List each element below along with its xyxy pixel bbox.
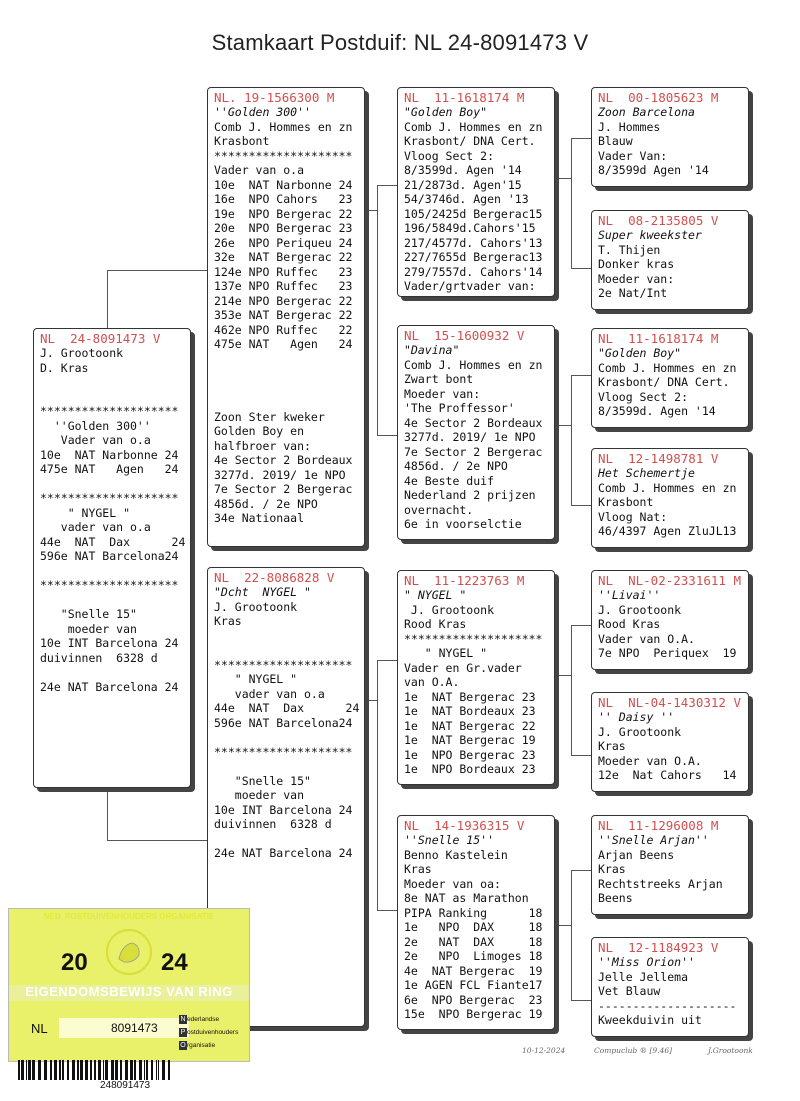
pigeon-info-line: Kras: [598, 739, 626, 753]
pigeon-name: "Golden Boy": [404, 105, 488, 119]
pigeon-card-ffm: [591, 210, 749, 310]
pigeon-info-line: Benno Kastelein: [404, 847, 508, 862]
pigeon-info-line: 1e NAT Bordeaux 23: [404, 704, 536, 718]
pigeon-info-line: 2e Nat/Int: [598, 286, 668, 300]
ring-number: NL 24-8091473 V: [40, 331, 161, 346]
pigeon-info-line: ''Golden 300'': [40, 418, 151, 433]
pigeon-info-line: 46/4397 Agen ZluJL13: [598, 524, 737, 538]
pigeon-info-line: 475e NAT Agen 24: [40, 462, 179, 476]
pigeon-info-line: "Snelle 15": [40, 607, 137, 621]
connector: [571, 870, 572, 1000]
pigeon-info-line: Rood Kras: [404, 617, 467, 631]
pigeon-info-line: 10e NAT Narbonne 24: [214, 177, 353, 192]
pigeon-info-line: 214e NPO Bergerac 22: [214, 293, 353, 308]
org-letter-o: O: [180, 1042, 186, 1049]
pigeon-info-line: 12e Nat Cahors 14: [598, 768, 737, 782]
pigeon-info-line: Krasbont/ DNA Cert.: [404, 134, 536, 148]
pigeon-info-line: J. Grootoonk: [40, 346, 124, 360]
pigeon-info-line: Moeder van:: [404, 386, 481, 401]
pigeon-info-line: 8/3599d Agen '14: [598, 163, 709, 177]
pigeon-info-line: Vader van O.A.: [598, 631, 695, 646]
pigeon-info-line: J. Grootoonk: [404, 602, 495, 617]
pigeon-card-father-mother: [397, 325, 555, 540]
pigeon-info-line: Kras: [404, 862, 432, 876]
connector: [571, 755, 591, 756]
pigeon-info-line: 1e NPO Bergerac 23: [404, 747, 536, 762]
lion-emblem-icon: [104, 927, 154, 977]
pigeon-info-line: vader van o.a: [214, 686, 325, 701]
pigeon-info-line: 16e NPO Cahors 23: [214, 192, 353, 206]
barcode-bar: [38, 1060, 41, 1080]
pigeon-info-line: J. Grootoonk: [214, 599, 298, 614]
pigeon-info-line: 24e NAT Barcelona 24: [40, 679, 179, 694]
pigeon-info-line: [40, 390, 184, 405]
pigeon-info-line: van O.A.: [404, 675, 460, 689]
pigeon-info-line: " NYGEL ": [214, 672, 298, 686]
pigeon-info-line: 462e NPO Ruffec 22: [214, 322, 353, 337]
connector: [557, 178, 571, 179]
pigeon-info-line: 19e NPO Bergerac 22: [214, 206, 353, 221]
barcode-bar: [105, 1060, 108, 1080]
connector: [377, 185, 397, 186]
pigeon-info-line: [214, 643, 358, 658]
pigeon-info-line: Golden Boy en: [214, 424, 305, 438]
ring-year-left: 20: [61, 949, 88, 976]
pigeon-info-line: 6e NPO Bergerac 23: [404, 992, 543, 1007]
barcode-bar: [44, 1060, 47, 1080]
ring-number: NL 12-1184923 V: [598, 940, 719, 955]
barcode-bar: [28, 1060, 31, 1080]
pigeon-info-line: T. Thijen: [598, 242, 661, 257]
barcode-bar: [134, 1060, 136, 1080]
ring-number: NL 22-8086828 V: [214, 570, 335, 585]
pigeon-info-line: 7e Sector 2 Bergerac: [404, 444, 543, 459]
pigeon-info-line: J. Grootoonk: [598, 724, 682, 739]
barcode-bar: [59, 1060, 61, 1080]
pigeon-info-line: 2e NPO Limoges 18: [404, 949, 543, 963]
pigeon-info-line: 10e NAT Narbonne 24: [40, 447, 179, 462]
connector: [557, 925, 571, 926]
pigeon-info-line: Krasbont: [598, 495, 654, 509]
pigeon-info-line: 4e NAT Bergerac 19: [404, 963, 543, 978]
ring-number: NL. 19-1566300 M: [214, 90, 335, 105]
pigeon-info-line: 1e NPO DAX 18: [404, 920, 543, 934]
pigeon-info-line: 227/7655d Bergerac13: [404, 250, 543, 264]
pigeon-info-line: [40, 593, 184, 608]
barcode-bar: [67, 1060, 69, 1080]
pigeon-info-line: 1e NPO Bordeaux 23: [404, 762, 536, 776]
pigeon-info-line: ********************: [40, 578, 179, 592]
pigeon-info-line: Vader Van:: [598, 148, 668, 163]
barcode-number: 248091473: [100, 1080, 151, 1091]
ring-number: NL 14-1936315 V: [404, 818, 525, 833]
pigeon-info-line: 279/7557d. Cahors'14: [404, 264, 543, 279]
connector: [557, 675, 571, 676]
pigeon-name: " NYGEL ": [404, 588, 467, 602]
barcode-bar: [90, 1060, 92, 1080]
pigeon-info-line: 21/2873d. Agen'15: [404, 177, 522, 192]
connector: [377, 660, 378, 910]
connector: [571, 625, 572, 755]
pigeon-info-line: ********************: [214, 744, 353, 759]
pigeon-info-line: Moeder van oa:: [404, 876, 501, 891]
connector: [571, 505, 591, 506]
ring-number: NL 11-1296008 M: [598, 818, 719, 833]
org-letter-p: P: [180, 1029, 186, 1036]
pigeon-info-line: 6e in voorselctie: [404, 517, 522, 531]
pigeon-info-line: --------------------: [598, 998, 737, 1013]
barcode-bar: [144, 1060, 145, 1080]
pigeon-info-line: 1e AGEN FCL Fiante17: [404, 978, 543, 992]
ring-ownership-card: [8, 908, 250, 1062]
barcode-bar: [32, 1060, 35, 1080]
pigeon-info-line: 10e INT Barcelona 24: [214, 802, 353, 817]
pigeon-info-line: " NYGEL ": [40, 505, 131, 520]
pigeon-info-line: [214, 352, 358, 367]
pigeon-info-line: 4e Beste duif: [404, 473, 495, 488]
pigeon-name: ''Snelle 15'': [404, 833, 495, 847]
pigeon-info-line: Comb J. Hommes en zn: [214, 119, 353, 134]
barcode-bar: [125, 1060, 128, 1080]
page-title: Stamkaart Postduif: NL 24-8091473 V: [211, 30, 589, 55]
pigeon-info-line: Vloog Sect 2:: [598, 389, 689, 404]
barcode-bar: [130, 1060, 133, 1080]
barcode-bar: [80, 1060, 83, 1080]
pigeon-info-line: [40, 665, 184, 680]
pigeon-info-line: 596e NAT Barcelona24: [214, 715, 353, 730]
pigeon-info-line: 44e NAT Dax 24: [214, 701, 360, 715]
barcode-bar: [158, 1060, 159, 1080]
pigeon-card-fff: [591, 87, 749, 187]
pigeon-info-line: 137e NPO Ruffec 23: [214, 279, 353, 293]
pigeon-info-line: Kweekduivin uit: [598, 1013, 702, 1027]
pigeon-card-father-father: [397, 87, 555, 297]
pigeon-info-line: 105/2425d Bergerac15: [404, 206, 543, 221]
pigeon-name: '' Daisy '': [598, 710, 675, 724]
pigeon-info-line: 34e Nationaal: [214, 511, 305, 525]
barcode-bar: [111, 1060, 114, 1080]
pigeon-info-line: moeder van: [214, 788, 305, 802]
pigeon-info-line: 4e Sector 2 Bordeaux: [404, 415, 543, 430]
pigeon-card-father: [207, 87, 365, 547]
ring-number: NL 11-1223763 M: [404, 573, 525, 588]
pigeon-info-line: vader van o.a: [40, 520, 151, 534]
pigeon-name: Het Schemertje: [598, 466, 695, 480]
pigeon-info-line: J. Grootoonk: [598, 602, 682, 617]
barcode-bar: [18, 1060, 20, 1080]
pigeon-info-line: Zoon Ster kweker: [214, 409, 325, 424]
connector: [571, 138, 572, 268]
pigeon-info-line: 8/3599d. Agen '14: [598, 404, 716, 418]
pigeon-info-line: D. Kras: [40, 360, 89, 375]
ring-number: NL NL-02-2331611 M: [598, 573, 741, 588]
org-line-3: rganisatie: [187, 1042, 216, 1049]
pigeon-info-line: Comb J. Hommes en zn: [598, 360, 737, 375]
pigeon-info-line: Vloog Nat:: [598, 509, 668, 524]
pigeon-info-line: 7e NPO Periquex 19: [598, 646, 737, 660]
pigeon-info-line: Kras: [598, 862, 626, 876]
connector: [377, 435, 397, 436]
pigeon-info-line: Vader van o.a: [214, 163, 305, 177]
barcode-bar: [156, 1060, 157, 1080]
pigeon-info-line: Comb J. Hommes en zn: [404, 119, 543, 134]
barcode-bar: [103, 1060, 104, 1080]
org-line-1: ederlandse: [187, 1016, 220, 1023]
pigeon-info-line: overnacht.: [404, 502, 474, 517]
connector: [107, 270, 108, 330]
pigeon-card-mmf: [591, 815, 749, 915]
pigeon-info-line: [40, 477, 184, 492]
ring-number: 8091473: [111, 1021, 158, 1035]
pigeon-info-line: 124e NPO Ruffec 23: [214, 264, 353, 279]
pigeon-info-line: 1e NAT Bergerac 22: [404, 718, 536, 733]
pigeon-info-line: PIPA Ranking 18: [404, 905, 543, 920]
pigeon-info-line: ********************: [214, 148, 353, 163]
connector: [363, 210, 377, 211]
connector: [571, 1000, 591, 1001]
pigeon-info-line: 32e NAT Bergerac 22: [214, 250, 353, 264]
pigeon-info-line: 1e NAT Bergerac 19: [404, 733, 536, 747]
pigeon-info-line: Beens: [598, 891, 633, 905]
pigeon-info-line: 24e NAT Barcelona 24: [214, 846, 353, 860]
pigeon-info-line: 196/5849d.Cahors'15: [404, 221, 536, 235]
connector: [571, 375, 572, 505]
pigeon-info-line: Vloog Sect 2:: [404, 148, 495, 163]
pigeon-card-mfm: [591, 692, 749, 792]
pigeon-info-line: 217/4577d. Cahors'13: [404, 235, 543, 250]
ring-number: NL 15-1600932 V: [404, 328, 525, 343]
ring-number: NL 11-1618174 M: [404, 90, 525, 105]
barcode-bar: [94, 1060, 96, 1080]
barcode-bar: [146, 1060, 148, 1080]
connector: [571, 625, 591, 626]
barcode-bar: [120, 1060, 122, 1080]
barcode-bar: [151, 1060, 153, 1080]
barcode-bar: [85, 1060, 88, 1080]
pigeon-info-line: 'The Proffessor': [404, 401, 515, 415]
ring-number: NL 12-1498781 V: [598, 451, 719, 466]
pigeon-info-line: Krasbont/ DNA Cert.: [598, 375, 730, 389]
pigeon-info-line: [214, 832, 358, 847]
pigeon-card-fmm: [591, 448, 749, 548]
pigeon-card-mother-father: [397, 570, 555, 785]
pigeon-card-subject: [33, 328, 191, 788]
pigeon-info-line: [214, 366, 358, 381]
ring-number: NL 00-1805623 M: [598, 90, 719, 105]
pigeon-card-mff: [591, 570, 749, 670]
ring-card-header: NED. POSTDUIVENHOUDERS ORGANISATIE: [43, 912, 215, 921]
pigeon-info-line: [40, 375, 184, 390]
pigeon-info-line: 15e NPO Bergerac 19: [404, 1007, 543, 1021]
barcode: [18, 1060, 238, 1080]
pigeon-info-line: 3277d. 2019/ 1e NPO: [404, 430, 536, 444]
org-line-2: ostduivenhouders: [187, 1029, 239, 1036]
pigeon-info-line: moeder van: [40, 621, 137, 636]
pigeon-name: Super kweekster: [598, 228, 702, 242]
pigeon-info-line: [214, 395, 358, 410]
ring-year-right: 24: [161, 949, 188, 976]
pigeon-info-line: 4e Sector 2 Bordeaux: [214, 453, 353, 467]
pigeon-info-line: 4856d. / 2e NPO: [214, 496, 318, 511]
pigeon-info-line: " NYGEL ": [404, 646, 488, 660]
pigeon-info-line: 10e INT Barcelona 24: [40, 636, 179, 650]
pigeon-name: ''Livai'': [598, 588, 661, 602]
pigeon-card-fmf: [591, 328, 749, 428]
pigeon-info-line: Kras: [214, 614, 242, 628]
pigeon-info-line: "Snelle 15": [214, 773, 311, 788]
pigeon-info-line: Comb J. Hommes en zn: [404, 357, 543, 372]
connector: [571, 138, 591, 139]
barcode-bar: [72, 1060, 75, 1080]
pigeon-info-line: halfbroer van:: [214, 438, 311, 453]
pigeon-info-line: 44e NAT Dax 24: [40, 534, 186, 549]
pigeon-info-line: 353e NAT Bergerac 22: [214, 308, 353, 322]
pigeon-info-line: 475e NAT Agen 24: [214, 337, 353, 351]
pigeon-info-line: 26e NPO Periqueu 24: [214, 235, 353, 250]
barcode-bar: [162, 1060, 165, 1080]
connector: [557, 425, 571, 426]
pigeon-name: "Golden Boy": [598, 346, 682, 360]
org-letter-n: N: [180, 1016, 186, 1023]
pigeon-info-line: [40, 564, 184, 579]
pigeon-info-line: Rechtstreeks Arjan: [598, 876, 723, 891]
connector: [363, 700, 377, 701]
pigeon-info-line: Donker kras: [598, 257, 675, 271]
pigeon-info-line: 4856d. / 2e NPO: [404, 459, 508, 473]
pigeon-info-line: Rood Kras: [598, 617, 661, 631]
pigeon-info-line: Krasbont: [214, 134, 270, 148]
pigeon-info-line: 596e NAT Barcelona24: [40, 549, 179, 563]
pigeon-info-line: ********************: [214, 657, 353, 672]
pigeon-info-line: ********************: [40, 404, 179, 418]
footer-date: 10-12-2024: [522, 1046, 566, 1055]
pigeon-info-line: Vader van o.a: [40, 433, 151, 447]
pigeon-name: ''Golden 300'': [214, 105, 311, 119]
pigeon-name: "Davina": [404, 343, 460, 357]
pigeon-info-line: 54/3746d. Agen '13: [404, 192, 529, 206]
barcode-bar: [168, 1060, 170, 1080]
pigeon-name: Zoon Barcelona: [598, 105, 695, 119]
pigeon-info-line: Nederland 2 prijzen: [404, 488, 536, 502]
pigeon-info-line: Blauw: [598, 134, 633, 148]
ring-number: NL 08-2135805 V: [598, 213, 719, 228]
pigeon-info-line: [214, 759, 358, 774]
pigeon-info-line: 8e NAT as Marathon: [404, 891, 529, 905]
connector: [107, 840, 208, 841]
pigeon-info-line: 20e NPO Bergerac 23: [214, 221, 353, 235]
connector: [107, 788, 108, 840]
pigeon-name: ''Snelle Arjan'': [598, 833, 709, 847]
connector: [107, 270, 208, 271]
pigeon-info-line: Vet Blauw: [598, 984, 661, 998]
pigeon-info-line: Jelle Jellema: [598, 969, 689, 984]
pigeon-info-line: 2e NAT DAX 18: [404, 934, 543, 949]
pigeon-info-line: 3277d. 2019/ 1e NPO: [214, 467, 346, 482]
connector: [571, 268, 591, 269]
barcode-bar: [26, 1060, 27, 1080]
barcode-bar: [21, 1060, 24, 1080]
pigeon-info-line: duivinnen 6328 d: [214, 817, 332, 831]
ring-ownership-label: EIGENDOMSBEWIJS VAN RING: [25, 984, 233, 999]
ring-number: NL NL-04-1430312 V: [598, 695, 741, 710]
footer-owner: J.Grootoonk: [708, 1046, 753, 1055]
barcode-bar: [77, 1060, 79, 1080]
connector: [571, 375, 591, 376]
ring-number: NL 11-1618174 M: [598, 331, 719, 346]
pigeon-info-line: 7e Sector 2 Bergerac: [214, 482, 353, 496]
barcode-bar: [62, 1060, 64, 1080]
pigeon-info-line: 8/3599d. Agen '14: [404, 163, 522, 177]
barcode-bar: [54, 1060, 57, 1080]
pigeon-name: "Dcht NYGEL ": [214, 585, 311, 599]
pigeon-name: ''Miss Orion'': [598, 955, 695, 969]
pigeon-info-line: Vader en Gr.vader: [404, 660, 522, 675]
pigeon-info-line: ********************: [40, 491, 179, 505]
connector: [377, 910, 397, 911]
footer-software: Compuclub ® [9.46]: [594, 1046, 673, 1055]
pigeon-info-line: [214, 629, 358, 644]
pigeon-info-line: Moeder van:: [598, 271, 675, 286]
pigeon-info-line: Comb J. Hommes en zn: [598, 480, 737, 495]
connector: [377, 660, 397, 661]
pigeon-info-line: Moeder van O.A.: [598, 753, 702, 768]
connector: [377, 185, 378, 435]
barcode-bar: [115, 1060, 118, 1080]
barcode-bar: [139, 1060, 142, 1080]
pigeon-info-line: J. Hommes: [598, 119, 661, 134]
pigeon-info-line: [214, 381, 358, 396]
barcode-bar: [98, 1060, 101, 1080]
barcode-bar: [50, 1060, 52, 1080]
pigeon-card-mother-mother: [397, 815, 555, 1030]
pigeon-info-line: ********************: [404, 631, 543, 646]
ring-country: NL: [31, 1021, 48, 1036]
pigeon-info-line: duivinnen 6328 d: [40, 650, 158, 665]
connector: [571, 870, 591, 871]
pigeon-info-line: [214, 730, 358, 745]
pigeon-info-line: Zwart bont: [404, 372, 474, 386]
pigeon-card-mmm: [591, 937, 749, 1037]
pigeon-info-line: 1e NAT Bergerac 23: [404, 689, 536, 704]
pigeon-info-line: Arjan Beens: [598, 847, 675, 862]
pigeon-info-line: Vader/grtvader van:: [404, 279, 536, 293]
